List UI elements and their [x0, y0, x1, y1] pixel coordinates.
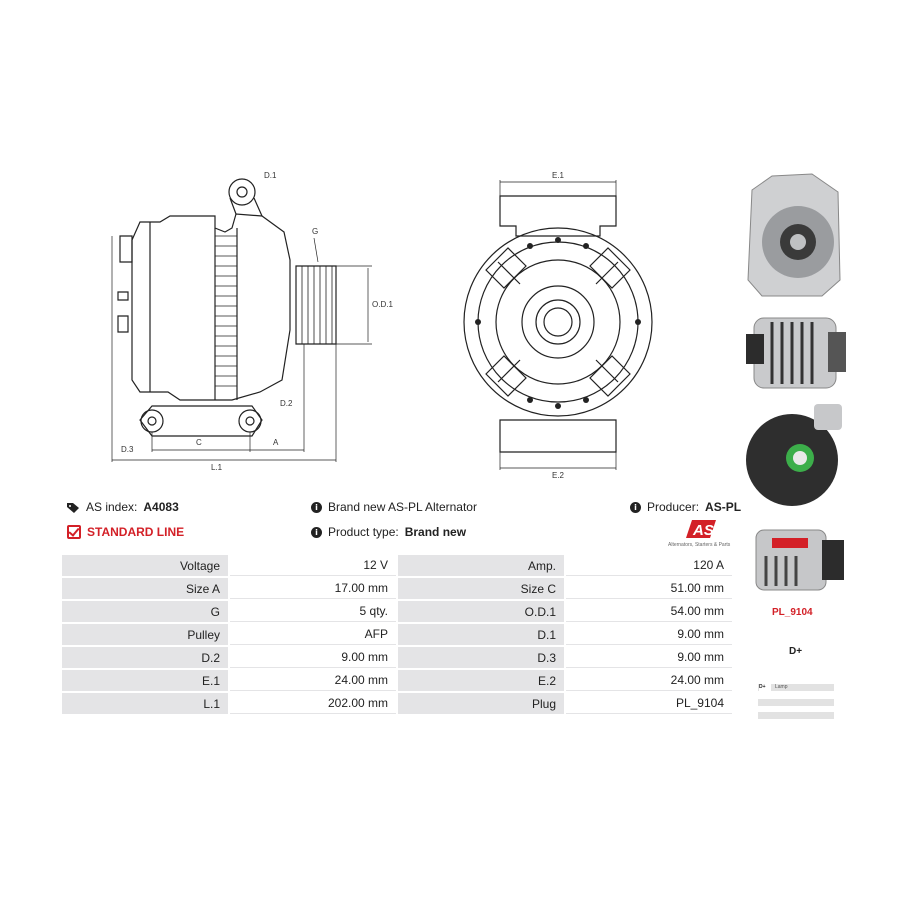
- pin-row: [758, 684, 834, 691]
- spec-row: [62, 555, 732, 576]
- producer-value: AS-PL: [705, 500, 742, 514]
- spec-label: Voltage: [62, 555, 228, 576]
- spec-label: E.1: [62, 670, 228, 691]
- spec-value: 120 A: [566, 555, 732, 576]
- spec-value: PL_9104: [566, 693, 732, 714]
- label-e1: E.1: [552, 171, 565, 180]
- product-type-value: Brand new: [404, 525, 467, 539]
- spec-value: 24.00 mm: [230, 670, 396, 691]
- spec-label: D.2: [62, 647, 228, 668]
- spec-value: AFP: [230, 624, 396, 645]
- as-index-label: AS index:: [86, 500, 138, 514]
- spec-value: 5 qty.: [230, 601, 396, 622]
- technical-drawing: [0, 0, 740, 500]
- specs-table: [60, 553, 734, 716]
- spec-row: [62, 578, 732, 599]
- spec-row: [62, 693, 732, 714]
- product-photo-rear: [742, 400, 848, 512]
- spec-label: D.1: [398, 624, 564, 645]
- spec-row: [62, 647, 732, 668]
- spec-value: 202.00 mm: [230, 693, 396, 714]
- spec-value: 24.00 mm: [566, 670, 732, 691]
- producer-row: [630, 500, 741, 514]
- spec-label: O.D.1: [398, 601, 564, 622]
- label-c: C: [196, 438, 202, 447]
- spec-value: 54.00 mm: [566, 601, 732, 622]
- label-a: A: [273, 438, 279, 447]
- product-photo-plug: [742, 516, 848, 604]
- info-icon: i: [311, 527, 322, 538]
- label-od1: O.D.1: [372, 300, 393, 309]
- as-index: [67, 500, 179, 514]
- spec-label: Pulley: [62, 624, 228, 645]
- check-icon: [67, 525, 81, 539]
- label-d3: D.3: [121, 445, 134, 454]
- svg-text:Alternators, Starters & Parts: Alternators, Starters & Parts: [668, 542, 731, 548]
- plug-code: PL_9104: [772, 607, 813, 618]
- spec-label: Size C: [398, 578, 564, 599]
- description-row: [311, 500, 477, 514]
- pin-name: D+: [759, 684, 771, 691]
- info-icon: i: [311, 502, 322, 513]
- pin-desc: Lamp: [775, 684, 788, 690]
- product-type-row: [311, 525, 466, 539]
- spec-row: [62, 670, 732, 691]
- standard-line-label: STANDARD LINE: [87, 525, 185, 539]
- spec-value: 51.00 mm: [566, 578, 732, 599]
- spec-label: L.1: [62, 693, 228, 714]
- pin-row: [758, 712, 834, 719]
- label-l1: L.1: [211, 463, 223, 472]
- spec-label: E.2: [398, 670, 564, 691]
- product-photo-side: [742, 298, 848, 404]
- producer-label: Producer:: [647, 500, 700, 514]
- label-d2: D.2: [280, 399, 293, 408]
- product-photo-front: [742, 170, 848, 300]
- spec-row: [62, 624, 732, 645]
- spec-label: G: [62, 601, 228, 622]
- product-type-label: Product type:: [328, 525, 399, 539]
- label-g: G: [312, 227, 319, 236]
- svg-text:AS: AS: [693, 522, 714, 539]
- label-e2: E.2: [552, 471, 565, 480]
- spec-label: Amp.: [398, 555, 564, 576]
- as-index-value: A4083: [143, 500, 179, 514]
- spec-value: 12 V: [230, 555, 396, 576]
- description-text: Brand new AS-PL Alternator: [328, 500, 477, 514]
- spec-label: Size A: [62, 578, 228, 599]
- label-d1: D.1: [264, 171, 277, 180]
- standard-line: [67, 525, 184, 539]
- spec-value: 17.00 mm: [230, 578, 396, 599]
- as-pl-logo: [666, 516, 736, 548]
- info-icon: i: [630, 502, 641, 513]
- spec-value: 9.00 mm: [566, 624, 732, 645]
- spec-value: 9.00 mm: [566, 647, 732, 668]
- pin-row: [758, 699, 834, 706]
- spec-row: [62, 601, 732, 622]
- spec-label: D.3: [398, 647, 564, 668]
- plug-terminal: D+: [789, 646, 803, 657]
- spec-value: 9.00 mm: [230, 647, 396, 668]
- tag-icon: [67, 502, 80, 513]
- spec-label: Plug: [398, 693, 564, 714]
